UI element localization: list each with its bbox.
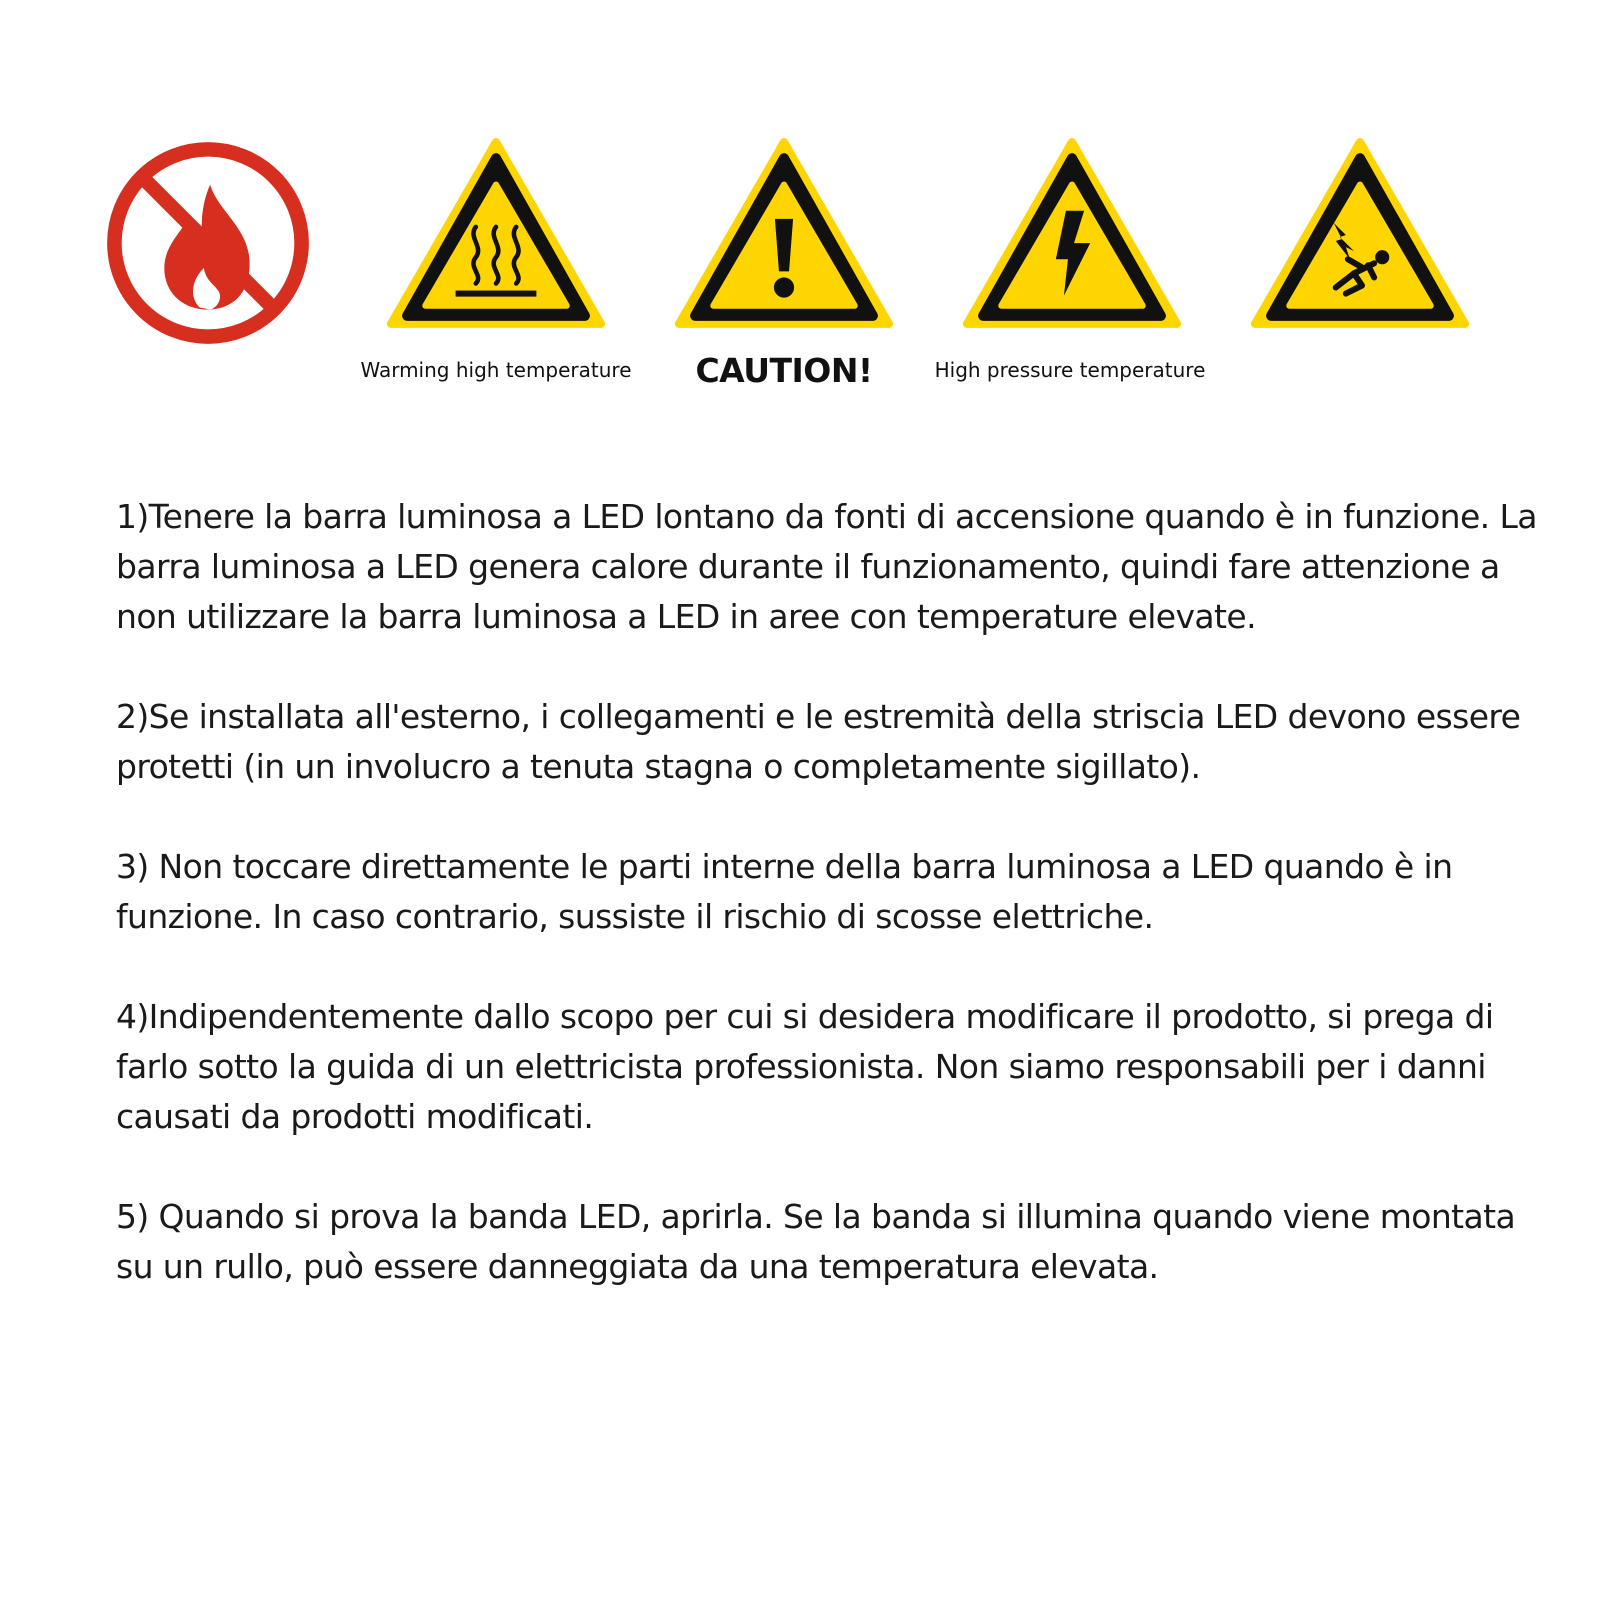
instruction-4: 4)Indipendentemente dallo scopo per cui si desidera modificare il prodotto, si prega di farlo sotto la guida di un elettricista professionista. Non siamo responsabili per i danni causati da prodotti modificati. xyxy=(116,997,1494,1136)
hot-surface-warning-icon xyxy=(384,134,608,336)
sign-label-high-pressure: High pressure temperature xyxy=(934,358,1206,382)
instruction-5: 5) Quando si prova la banda LED, aprirla. Se la banda si illumina quando viene montata su un rullo, può essere danneggiata da una temperatura elevata. xyxy=(116,1197,1516,1286)
instruction-1: 1)Tenere la barra luminosa a LED lontano da fonti di accensione quando è in funzione. La barra luminosa a LED genera calore durante il funzionamento, quindi fare attenzione a non utilizzare la barra luminosa a LED in aree con temperature elevate. xyxy=(116,497,1537,636)
instructions-list xyxy=(116,492,1556,1292)
instruction-2: 2)Se installata all'esterno, i collegamenti e le estremità della striscia LED devono essere protetti (in un involucro a tenuta stagna o completamente sigillato). xyxy=(116,697,1521,786)
sign-label-warming: Warming high temperature xyxy=(360,358,632,382)
electric-shock-warning-icon xyxy=(1248,134,1472,336)
caution-label: CAUTION! xyxy=(695,351,873,390)
exclamation-warning-icon xyxy=(672,134,896,336)
no-fire-icon xyxy=(104,139,312,347)
high-voltage-warning-icon xyxy=(960,134,1184,336)
instruction-3: 3) Non toccare direttamente le parti interne della barra luminosa a LED quando è in funzione. In caso contrario, sussiste il rischio di scosse elettriche. xyxy=(116,847,1453,936)
